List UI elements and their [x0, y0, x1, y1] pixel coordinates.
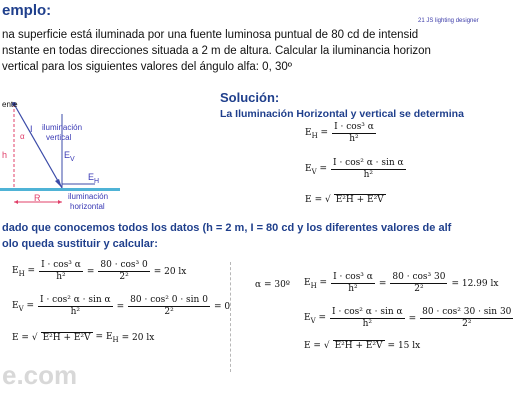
alpha-label: α: [20, 132, 25, 141]
solution-title: Solución:: [220, 90, 280, 105]
watermark: e.com: [2, 360, 78, 390]
eh-label: $E_H$: [88, 172, 100, 185]
ev-formula: $E_V$ = $\frac{\text{I · cos² α · sin α}}{\text{h²}}$: [305, 158, 404, 180]
ray-arrowhead: [55, 179, 62, 188]
given-line-2: olo queda sustituir y calcular:: [2, 238, 158, 250]
vertical-label-2: vertical: [46, 133, 72, 142]
vertical-label-1: iluminación: [42, 123, 83, 132]
problem-line-2: nstante en todas direcciones situada a 2 m de altura. Calcular la iluminancia horizon: [2, 45, 431, 57]
case30-alpha: α = 30º: [255, 280, 291, 290]
i-label: I: [30, 124, 33, 134]
horizontal-label-1: iluminación: [68, 192, 109, 201]
case0-ev: $E_V$ = $\frac{\text{I · cos² α · sin α}}{\text{h²}}$ = $\frac{\text{80 · cos² 0 · sin 0}}{\text{2²}}$ = 0: [12, 295, 231, 317]
problem-line-1: na superficie está iluminada por una fuente luminosa puntual de 80 cd de intensid: [2, 29, 419, 41]
r-label: R: [34, 193, 41, 203]
case0-e: E = √ E²H + E²V = $E_H$ = 20 lx: [12, 332, 155, 344]
ev-label: $E_V$: [64, 150, 75, 163]
floor-surface: [0, 188, 120, 191]
given-line-1: dado que conocemos todos los datos (h = 2 m, I = 80 cd y los diferentes valores de alf: [2, 222, 452, 234]
e-formula: E = √ E²H + E²V: [305, 194, 384, 205]
problem-line-3: vertical para los siguientes valores del ángulo alfa: 0, 30º: [2, 61, 292, 73]
source-label: ente: [2, 100, 18, 109]
brand-label: 21 JS lighting designer: [418, 18, 479, 24]
page-title: emplo:: [2, 2, 52, 19]
case30-eh: $E_H$ = $\frac{\text{I · cos³ α}}{\text{h²}}$ = $\frac{\text{80 · cos³ 30}}{\text{2²}}$ = 12.99 lx: [304, 272, 499, 294]
horizontal-label-2: horizontal: [70, 202, 105, 211]
light-ray: [14, 104, 62, 188]
column-divider: [230, 262, 231, 372]
case0-eh: $E_H$ = $\frac{\text{I · cos³ α}}{\text{h²}}$ = $\frac{\text{80 · cos³ 0}}{\text{2²}}$ = 20 lx: [12, 260, 187, 282]
case30-ev: $E_V$ = $\frac{\text{I · cos² α · sin α}}{\text{h²}}$ = $\frac{\text{80 · cos² 30 · sin 30}}{\text{2²}}$: [304, 307, 512, 329]
h-label: h: [2, 150, 8, 160]
case30-e: E = √ E²H + E²V = 15 lx: [304, 340, 421, 351]
solution-subtitle: La Iluminación Horizontal y vertical se determina: [220, 108, 464, 120]
eh-formula: $E_H$ = $\frac{\text{I · cos³ α}}{\text{h²}}$: [305, 122, 374, 144]
